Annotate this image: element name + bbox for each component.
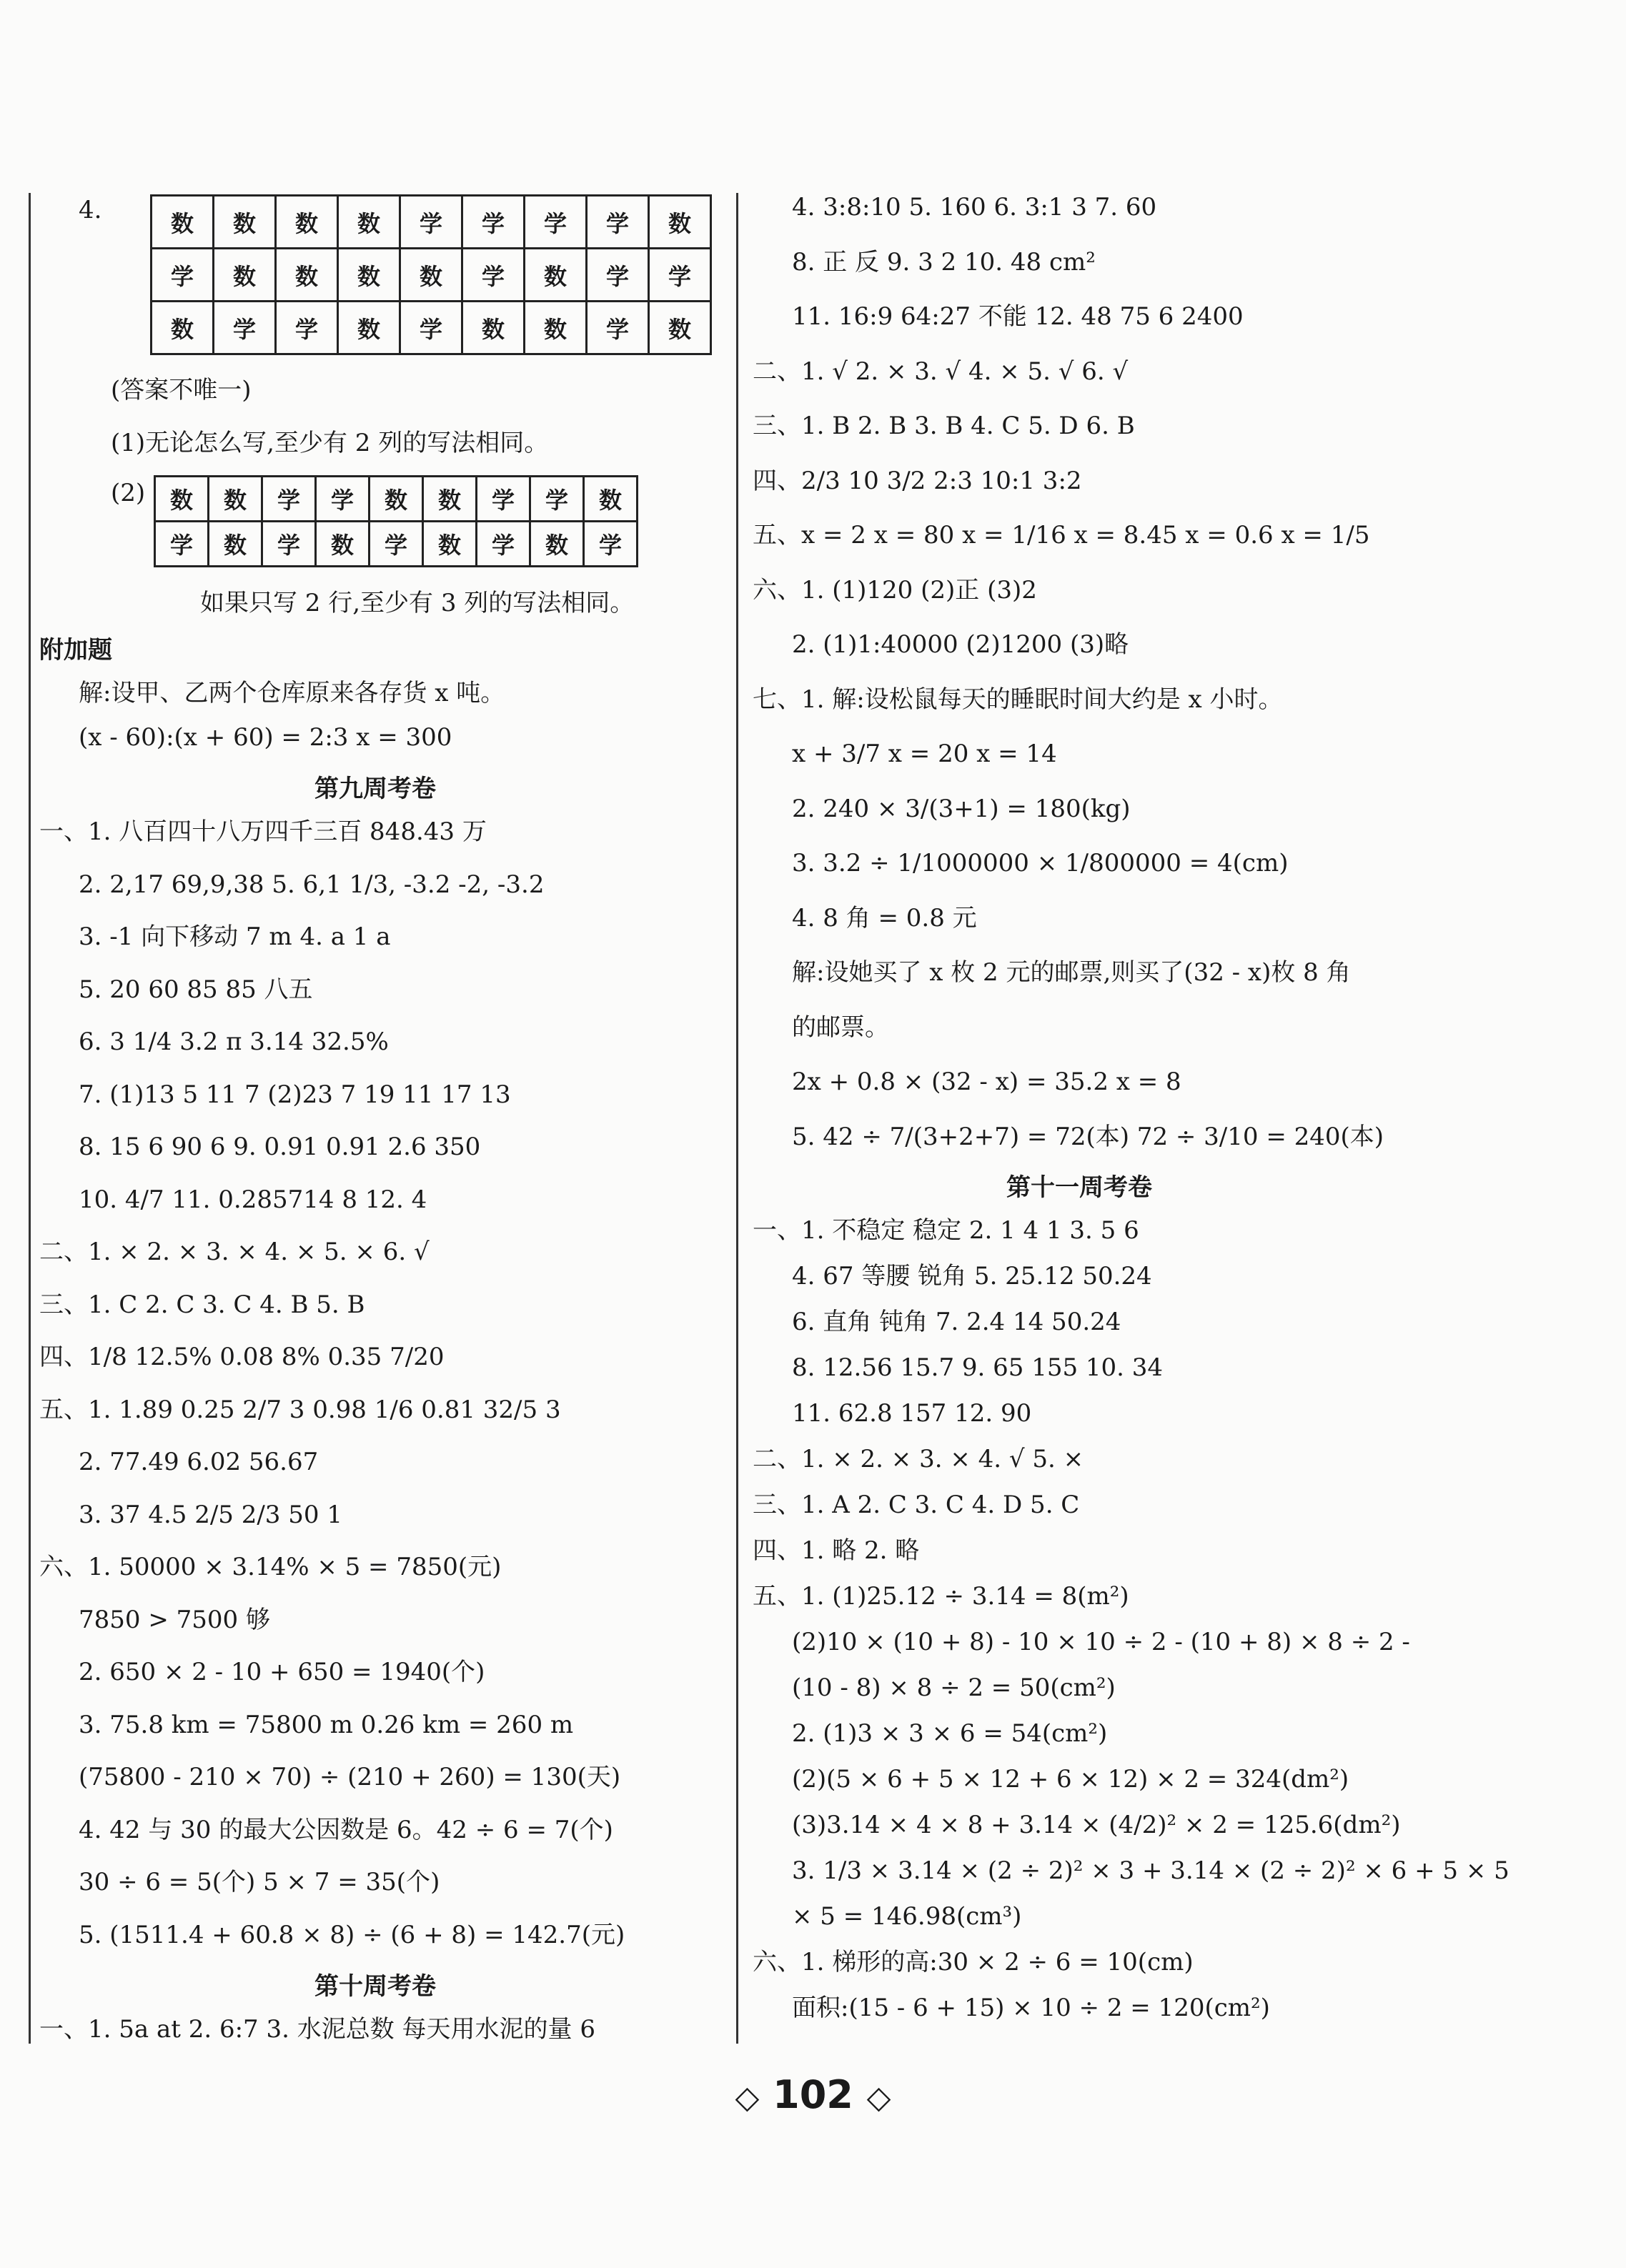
- answer-line: 四、1. 略 2. 略: [753, 1536, 920, 1565]
- character-grid-2: [154, 475, 638, 567]
- answer-line: 五、x = 2 x = 80 x = 1/16 x = 8.45 x = 0.6 x = 1/5: [753, 521, 1370, 549]
- grid-cell: 学: [477, 477, 530, 522]
- answer-line: 3. 3.2 ÷ 1/1000000 × 1/800000 = 4(cm): [792, 849, 1289, 877]
- q2-answer: 如果只写 2 行,至少有 3 列的写法相同。: [200, 589, 635, 617]
- answer-line: 3. 37 4.5 2/5 2/3 50 1: [79, 1500, 342, 1529]
- grid-cell: 学: [316, 477, 370, 522]
- grid-cell: 学: [587, 249, 649, 302]
- grid-cell: 数: [209, 522, 262, 567]
- grid-cell: 学: [525, 196, 587, 249]
- grid-cell: 数: [525, 302, 587, 354]
- grid-cell: 学: [155, 522, 209, 567]
- page-number: [0, 2072, 1626, 2117]
- answer-line: (x - 60):(x + 60) = 2:3 x = 300: [79, 723, 452, 752]
- answer-line: 3. -1 向下移动 7 m 4. a 1 a: [79, 922, 391, 951]
- answer-line: 11. 16:9 64:27 不能 12. 48 75 6 2400: [792, 302, 1244, 331]
- grid-cell: 数: [462, 302, 525, 354]
- answer-line: 4. 42 与 30 的最大公因数是 6。42 ÷ 6 = 7(个): [79, 1815, 613, 1844]
- grid-cell: 学: [262, 522, 316, 567]
- answer-line: 四、1/8 12.5% 0.08 8% 0.35 7/20: [39, 1343, 445, 1371]
- answer-line: 二、1. × 2. × 3. × 4. × 5. × 6. √: [39, 1238, 430, 1266]
- answer-line: 三、1. B 2. B 3. B 4. C 5. D 6. B: [753, 412, 1135, 440]
- answer-line: 5. 20 60 85 85 八五: [79, 975, 313, 1004]
- week9-title: 第九周考卷: [314, 775, 436, 803]
- answer-line: 面积:(15 - 6 + 15) × 10 ÷ 2 = 120(cm²): [792, 1994, 1270, 2022]
- answer-line: 30 ÷ 6 = 5(个) 5 × 7 = 35(个): [79, 1868, 440, 1896]
- answer-line: 7. (1)13 5 11 7 (2)23 7 19 11 17 13: [79, 1080, 511, 1109]
- grid-cell: 数: [214, 249, 276, 302]
- answer-line: (75800 - 210 × 70) ÷ (210 + 260) = 130(天): [79, 1763, 621, 1791]
- answer-line: 三、1. A 2. C 3. C 4. D 5. C: [753, 1491, 1080, 1519]
- answer-line: 解:设甲、乙两个仓库原来各存货 x 吨。: [79, 679, 505, 707]
- answer-line: 8. 15 6 90 6 9. 0.91 0.91 2.6 350: [79, 1133, 481, 1161]
- answer-line: 六、1. 梯形的高:30 × 2 ÷ 6 = 10(cm): [753, 1948, 1194, 1976]
- answer-line: 七、1. 解:设松鼠每天的睡眠时间大约是 x 小时。: [753, 685, 1283, 714]
- grid-cell: 学: [262, 477, 316, 522]
- grid-cell: 学: [587, 302, 649, 354]
- answer-line: (10 - 8) × 8 ÷ 2 = 50(cm²): [792, 1673, 1116, 1702]
- grid-cell: 数: [214, 196, 276, 249]
- answer-line: 2x + 0.8 × (32 - x) = 35.2 x = 8: [792, 1068, 1181, 1096]
- answer-line: 3. 75.8 km = 75800 m 0.26 km = 260 m: [79, 1710, 574, 1739]
- grid-row: [152, 249, 711, 302]
- answer-line: (3)3.14 × 4 × 8 + 3.14 × (4/2)² × 2 = 125.6(dm²): [792, 1811, 1401, 1839]
- answer-line: 的邮票。: [792, 1013, 889, 1042]
- grid-cell: 数: [584, 477, 638, 522]
- grid-cell: 数: [209, 477, 262, 522]
- character-grid-1: [150, 194, 712, 355]
- answer-line: 4. 3:8:10 5. 160 6. 3:1 3 7. 60: [792, 193, 1157, 222]
- grid-cell: 学: [649, 249, 711, 302]
- answer-line: 2. 650 × 2 - 10 + 650 = 1940(个): [79, 1658, 485, 1686]
- grid-cell: 数: [525, 249, 587, 302]
- answer-line: 解:设她买了 x 枚 2 元的邮票,则买了(32 - x)枚 8 角: [792, 958, 1351, 987]
- answer-line: 8. 正 反 9. 3 2 10. 48 cm²: [792, 247, 1096, 277]
- grid-row: [155, 522, 638, 567]
- grid-row: [152, 302, 711, 354]
- answer-line: x + 3/7 x = 20 x = 14: [792, 740, 1057, 768]
- answer-line: 4. 8 角 = 0.8 元: [792, 903, 977, 932]
- answer-line: (2)10 × (10 + 8) - 10 × 10 ÷ 2 - (10 + 8) × 8 ÷ 2 -: [792, 1628, 1410, 1656]
- grid-cell: 数: [152, 302, 214, 354]
- grid-cell: 学: [584, 522, 638, 567]
- diamond-icon: ◇: [735, 2079, 760, 2116]
- page-number-text: 102: [773, 2072, 853, 2117]
- grid2-label: (2): [111, 479, 146, 507]
- grid-cell: 数: [530, 522, 584, 567]
- grid-cell: 学: [400, 302, 462, 354]
- answer-line: 2. 77.49 6.02 56.67: [79, 1448, 319, 1476]
- grid-cell: 数: [423, 522, 477, 567]
- grid-cell: 学: [370, 522, 423, 567]
- grid-row: [155, 477, 638, 522]
- q1-answer: (1)无论怎么写,至少有 2 列的写法相同。: [111, 429, 549, 457]
- answer-line: 2. 2,17 69,9,38 5. 6,1 1/3, -3.2 -2, -3.2: [79, 870, 545, 899]
- grid-cell: 学: [477, 522, 530, 567]
- answer-line: 五、1. 1.89 0.25 2/7 3 0.98 1/6 0.81 32/5 3: [39, 1395, 561, 1424]
- grid-cell: 数: [400, 249, 462, 302]
- answer-line: 一、1. 不稳定 稳定 2. 1 4 1 3. 5 6: [753, 1216, 1139, 1245]
- answer-line: × 5 = 146.98(cm³): [792, 1902, 1022, 1931]
- week10-title: 第十周考卷: [314, 1972, 436, 2001]
- grid-cell: 学: [276, 302, 338, 354]
- grid-cell: 数: [649, 302, 711, 354]
- answer-line: 二、1. √ 2. × 3. √ 4. × 5. √ 6. √: [753, 357, 1129, 386]
- grid-row: [152, 196, 711, 249]
- grid-cell: 学: [462, 196, 525, 249]
- answer-line: 11. 62.8 157 12. 90: [792, 1399, 1032, 1428]
- grid-cell: 数: [338, 196, 400, 249]
- answer-line: (2)(5 × 6 + 5 × 12 + 6 × 12) × 2 = 324(dm²): [792, 1765, 1349, 1794]
- answer-line: 2. 240 × 3/(3+1) = 180(kg): [792, 794, 1131, 823]
- answer-line: 三、1. C 2. C 3. C 4. B 5. B: [39, 1290, 365, 1319]
- answer-line: 六、1. (1)120 (2)正 (3)2: [753, 575, 1037, 605]
- grid-cell: 数: [155, 477, 209, 522]
- grid-cell: 数: [370, 477, 423, 522]
- grid-cell: 学: [400, 196, 462, 249]
- grid1-label: 4.: [79, 196, 102, 224]
- answer-line: 7850 > 7500 够: [79, 1605, 270, 1634]
- answer-line: 5. (1511.4 + 60.8 × 8) ÷ (6 + 8) = 142.7(元): [79, 1920, 625, 1949]
- grid-cell: 学: [214, 302, 276, 354]
- grid-cell: 学: [587, 196, 649, 249]
- answer-line: 2. (1)3 × 3 × 6 = 54(cm²): [792, 1719, 1108, 1748]
- grid-cell: 数: [316, 522, 370, 567]
- grid-cell: 数: [276, 196, 338, 249]
- answer-line: 6. 直角 钝角 7. 2.4 14 50.24: [792, 1308, 1121, 1336]
- grid-cell: 学: [152, 249, 214, 302]
- column-divider: [736, 193, 738, 2044]
- grid-cell: 数: [649, 196, 711, 249]
- grid-cell: 学: [462, 249, 525, 302]
- answer-line: 2. (1)1:40000 (2)1200 (3)略: [792, 630, 1129, 659]
- answer-line: 四、2/3 10 3/2 2:3 10:1 3:2: [753, 466, 1082, 495]
- answer-line: 二、1. × 2. × 3. × 4. √ 5. ×: [753, 1445, 1084, 1473]
- week11-title: 第十一周考卷: [1006, 1173, 1152, 1202]
- note: (答案不唯一): [111, 376, 252, 404]
- answer-line: 10. 4/7 11. 0.285714 8 12. 4: [79, 1185, 427, 1214]
- grid-cell: 数: [338, 302, 400, 354]
- grid-cell: 数: [152, 196, 214, 249]
- diamond-icon: ◇: [866, 2079, 891, 2116]
- week10-line: 一、1. 5a at 2. 6:7 3. 水泥总数 每天用水泥的量 6: [39, 2015, 595, 2044]
- grid-cell: 学: [530, 477, 584, 522]
- answer-line: 5. 42 ÷ 7/(3+2+7) = 72(本) 72 ÷ 3/10 = 240(本): [792, 1122, 1384, 1151]
- left-margin-rule: [29, 193, 31, 2044]
- answer-line: 一、1. 八百四十八万四千三百 848.43 万: [39, 817, 487, 846]
- answer-line: 3. 1/3 × 3.14 × (2 ÷ 2)² × 3 + 3.14 × (2 ÷ 2)² × 6 + 5 × 5: [792, 1856, 1509, 1885]
- extra-title: 附加题: [39, 636, 112, 665]
- answer-line: 8. 12.56 15.7 9. 65 155 10. 34: [792, 1353, 1164, 1382]
- grid-cell: 数: [338, 249, 400, 302]
- answer-line: 4. 67 等腰 锐角 5. 25.12 50.24: [792, 1262, 1152, 1290]
- grid-cell: 数: [276, 249, 338, 302]
- grid-cell: 数: [423, 477, 477, 522]
- answer-line: 六、1. 50000 × 3.14% × 5 = 7850(元): [39, 1553, 502, 1581]
- answer-line: 6. 3 1/4 3.2 π 3.14 32.5%: [79, 1028, 389, 1056]
- answer-line: 五、1. (1)25.12 ÷ 3.14 = 8(m²): [753, 1582, 1129, 1611]
